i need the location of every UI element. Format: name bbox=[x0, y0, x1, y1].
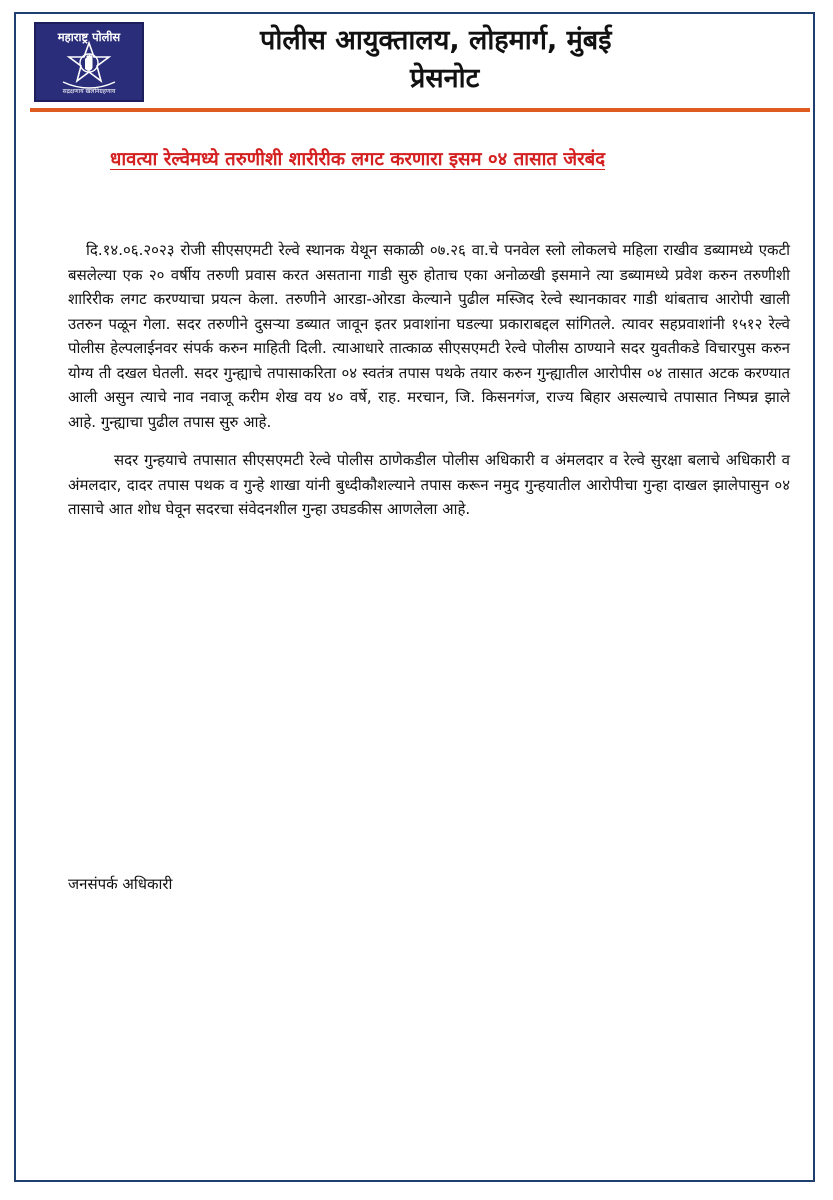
body-paragraph: सदर गुन्हयाचे तपासात सीएसएमटी रेल्वे पोलीस ठाणेकडील पोलीस अधिकारी व अंमलदार व रेल्वे सुरक्षा बलाचे अधिकारी व अंमलदार, दादर तपास पथक व गुन्हे शाखा यांनी बुध्दीकौशल्याने तपास करून नमुद गुन्हयातील आरोपीचा गुन्हा दाखल झालेपासुन ०४ तासाचे आत शोध घेवून सदरचा संवेदनशील गुन्हा उघडकीस आणलेला आहे. bbox=[68, 451, 790, 518]
press-note-body bbox=[68, 238, 790, 536]
maharashtra-police-emblem-icon bbox=[34, 22, 144, 102]
header-divider bbox=[30, 108, 810, 112]
logo-top-text: महाराष्ट्र पोलीस bbox=[57, 30, 121, 44]
logo-motto: सद्रक्षणाय खलनिग्रहणाय bbox=[62, 88, 116, 95]
letterhead bbox=[30, 22, 805, 104]
emblem-graphic bbox=[36, 24, 142, 100]
office-title: पोलीस आयुक्तालय, लोहमार्ग, मुंबई bbox=[260, 25, 612, 56]
signatory: जनसंपर्क अधिकारी bbox=[68, 875, 173, 893]
page-border bbox=[14, 12, 815, 1182]
document-type: प्रेसनोट bbox=[410, 63, 480, 94]
body-paragraph: दि.१४.०६.२०२३ रोजी सीएसएमटी रेल्वे स्थानक येथून सकाळी ०७.२६ वा.चे पनवेल स्लो लोकलचे महिला राखीव डब्यामध्ये एकटी बसलेल्या एक २० वर्षीय तरुणी प्रवास करत असताना गाडी सुरु होताच एका अनोळखी इसमाने त्या डब्यामध्ये प्रवेश करुन तरुणीशी शारिरीक लगट करण्याचा प्रयत्न केला. तरुणीने आरडा-ओरडा केल्याने पुढील मस्जिद रेल्वे स्थानकावर गाडी थांबताच आरोपी खाली उतरुन पळून गेला. सदर तरुणीने दुसऱ्या डब्यात जावून इतर प्रवाशांना घडल्या प्रकाराबद्दल सांगितले. त्यावर सहप्रवाशांनी १५१२ रेल्वे पोलीस हेल्पलाईनवर संपर्क करुन माहिती दिली. त्याआधारे तात्काळ सीएसएमटी रेल्वे पोलीस ठाण्याने सदर युवतीकडे विचारपुस करुन योग्य ती दखल घेतली. सदर गुन्ह्याचे तपासाकरिता ०४ स्वतंत्र तपास पथके तयार करुन गुन्ह्यातील आरोपीस ०४ तासात अटक करण्यात आली असुन त्याचे नाव नवाजू करीम शेख वय ४० वर्षे, राह. मरचान, जि. किसनगंज, राज्य बिहार असल्याचे तपासात निष्पन्न झाले आहे. गुन्ह्याचा पुढील तपास सुरु आहे. bbox=[68, 241, 790, 431]
headline: धावत्या रेल्वेमध्ये तरुणीशी शारीरीक लगट करणारा इसम ०४ तासात जेरबंद bbox=[110, 149, 606, 170]
